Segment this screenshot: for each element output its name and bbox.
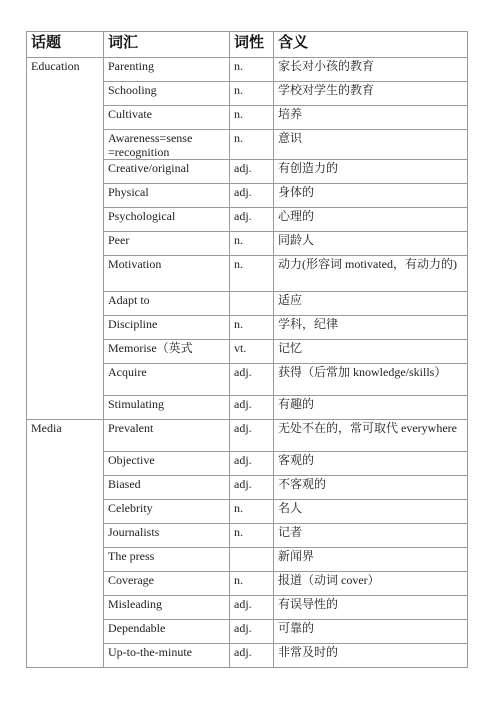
meaning-cell: 动力(形容词 motivated，有动力的)	[274, 256, 468, 292]
table-row	[27, 420, 468, 452]
meaning-cell: 可靠的	[274, 620, 468, 644]
pos-cell: adj.	[230, 644, 274, 668]
pos-cell: n.	[230, 58, 274, 82]
meaning-cell: 学校对学生的教育	[274, 82, 468, 106]
word-cell: The press	[104, 548, 230, 572]
pos-cell: adj.	[230, 620, 274, 644]
meaning-cell: 同龄人	[274, 232, 468, 256]
meaning-cell: 记者	[274, 524, 468, 548]
word-cell: Psychological	[104, 208, 230, 232]
meaning-cell: 身体的	[274, 184, 468, 208]
word-cell: Creative/original	[104, 160, 230, 184]
word-cell: Parenting	[104, 58, 230, 82]
pos-cell: n.	[230, 82, 274, 106]
meaning-cell: 记忆	[274, 340, 468, 364]
word-cell: Objective	[104, 452, 230, 476]
word-cell: Schooling	[104, 82, 230, 106]
word-cell: Stimulating	[104, 396, 230, 420]
meaning-cell: 名人	[274, 500, 468, 524]
word-cell: Cultivate	[104, 106, 230, 130]
word-cell: Dependable	[104, 620, 230, 644]
meaning-cell: 心理的	[274, 208, 468, 232]
pos-cell: adj.	[230, 184, 274, 208]
pos-cell: adj.	[230, 420, 274, 452]
word-cell: Discipline	[104, 316, 230, 340]
pos-cell: adj.	[230, 596, 274, 620]
vocabulary-table	[26, 31, 468, 668]
word-cell: Journalists	[104, 524, 230, 548]
header-meaning: 含义	[274, 32, 468, 58]
word-cell: Acquire	[104, 364, 230, 396]
pos-cell	[230, 548, 274, 572]
meaning-cell: 适应	[274, 292, 468, 316]
meaning-cell: 培养	[274, 106, 468, 130]
meaning-cell: 意识	[274, 130, 468, 160]
word-cell: Misleading	[104, 596, 230, 620]
pos-cell: n.	[230, 232, 274, 256]
table-header	[27, 32, 468, 58]
meaning-cell: 学科，纪律	[274, 316, 468, 340]
word-cell: Prevalent	[104, 420, 230, 452]
meaning-cell: 有误导性的	[274, 596, 468, 620]
meaning-cell: 客观的	[274, 452, 468, 476]
meaning-cell: 获得（后常加 knowledge/skills）	[274, 364, 468, 396]
pos-cell: adj.	[230, 364, 274, 396]
meaning-cell: 有创造力的	[274, 160, 468, 184]
meaning-cell: 家长对小孩的教育	[274, 58, 468, 82]
header-row	[27, 32, 468, 58]
table-row	[27, 58, 468, 82]
pos-cell: adj.	[230, 452, 274, 476]
word-cell: Memorise（英式	[104, 340, 230, 364]
word-cell: Awareness=sense =recognition	[104, 130, 230, 160]
meaning-cell: 有趣的	[274, 396, 468, 420]
pos-cell: n.	[230, 256, 274, 292]
word-cell: Up-to-the-minute	[104, 644, 230, 668]
topic-cell: Media	[27, 420, 104, 668]
pos-cell	[230, 292, 274, 316]
pos-cell: n.	[230, 524, 274, 548]
pos-cell: n.	[230, 130, 274, 160]
pos-cell: n.	[230, 106, 274, 130]
pos-cell: n.	[230, 500, 274, 524]
meaning-cell: 报道（动词 cover）	[274, 572, 468, 596]
header-word: 词汇	[104, 32, 230, 58]
meaning-cell: 无处不在的，常可取代 everywhere	[274, 420, 468, 452]
pos-cell: n.	[230, 572, 274, 596]
word-cell: Adapt to	[104, 292, 230, 316]
word-cell: Motivation	[104, 256, 230, 292]
pos-cell: adj.	[230, 396, 274, 420]
meaning-cell: 非常及时的	[274, 644, 468, 668]
pos-cell: adj.	[230, 160, 274, 184]
word-cell: Peer	[104, 232, 230, 256]
header-pos: 词性	[230, 32, 274, 58]
word-cell: Physical	[104, 184, 230, 208]
meaning-cell: 新闻界	[274, 548, 468, 572]
word-cell: Biased	[104, 476, 230, 500]
word-cell: Coverage	[104, 572, 230, 596]
header-topic: 话题	[27, 32, 104, 58]
table-body	[27, 58, 468, 668]
pos-cell: adj.	[230, 476, 274, 500]
pos-cell: adj.	[230, 208, 274, 232]
pos-cell: vt.	[230, 340, 274, 364]
pos-cell: n.	[230, 316, 274, 340]
topic-cell: Education	[27, 58, 104, 420]
word-cell: Celebrity	[104, 500, 230, 524]
meaning-cell: 不客观的	[274, 476, 468, 500]
